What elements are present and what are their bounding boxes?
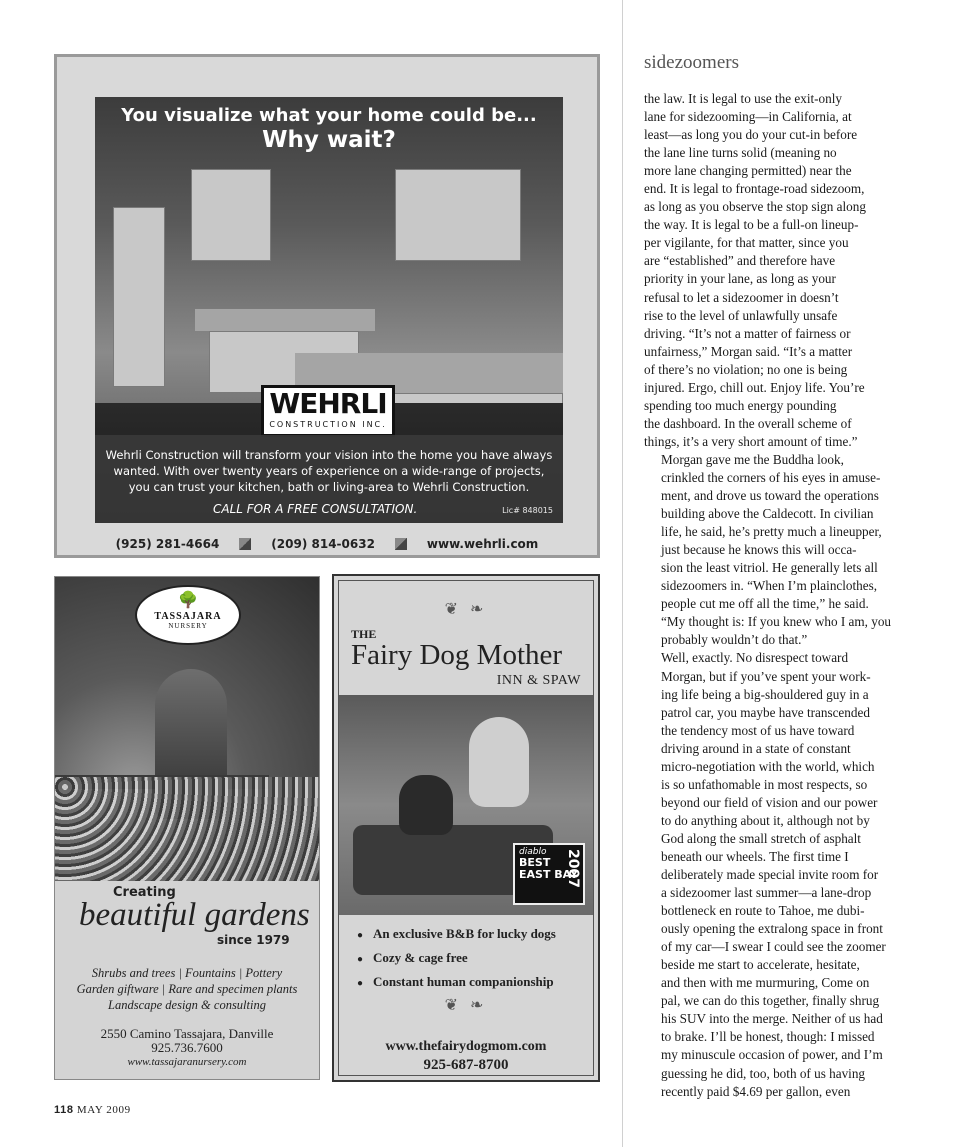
article-line: the dashboard. In the overall scheme of	[644, 415, 852, 431]
article-line: deliberately made special invite room for	[661, 867, 879, 883]
article-line: end. It is legal to frontage-road sidezoom,	[644, 181, 865, 197]
yellow-lab	[469, 717, 529, 807]
article-line: and then with me murmuring, Come on	[661, 975, 870, 991]
wehrli-description: Wehrli Construction will transform your vision into the home you have always wanted. With over twenty years of experience on a wide-range of projects, you can trust your kitchen, bath or living-area to Wehrli Construction.	[105, 448, 553, 494]
fairy-dog-mother-ad	[332, 574, 600, 1082]
tassajara-logo-sub: NURSERY	[168, 622, 208, 630]
island-counter	[195, 309, 375, 331]
article-line: least—as long you do your cut-in before	[644, 127, 858, 143]
badge-brand: diablo	[519, 847, 547, 857]
separator-icon	[239, 538, 251, 550]
wehrli-headline: You visualize what your home could be...	[121, 105, 537, 126]
article-line: beneath our wheels. The first time I	[661, 848, 849, 864]
ornament-icon: ❦ ❧	[444, 997, 488, 1014]
service-line: Shrubs and trees | Fountains | Pottery	[91, 966, 283, 980]
wehrli-logo-name: WEHRLI	[269, 387, 387, 420]
article-line: God along the small stretch of asphalt	[661, 830, 861, 846]
article-line: sidezoomers in. “When I’m plainclothes,	[661, 578, 878, 594]
tassajara-logo-name: TASSAJARA	[154, 611, 222, 622]
tassajara-phone: 925.736.7600	[151, 1040, 223, 1055]
paw-icon: ●	[357, 978, 364, 989]
article-line: sion the least vitriol. He generally lets all	[661, 560, 878, 576]
article-line: driving around in a state of constant	[661, 740, 851, 756]
paw-icon: ●	[357, 930, 364, 941]
dogs-photo	[339, 695, 594, 915]
badge-words: BEST EAST BAY	[519, 856, 579, 881]
article-line: beside me start to accelerate, hesitate,	[661, 957, 860, 973]
article-line: building above the Caldecott. In civilian	[661, 506, 874, 522]
best-east-bay-badge	[513, 843, 585, 905]
wehrli-cta: CALL FOR A FREE CONSULTATION.	[213, 502, 418, 516]
wehrli-contacts	[57, 533, 597, 555]
tassajara-logo	[135, 585, 241, 645]
wehrli-phone-2: (209) 814-0632	[271, 537, 375, 551]
tassajara-headline: beautiful gardens	[79, 897, 310, 933]
article-line: a sidezoomer last summer—a lane-drop	[661, 885, 872, 901]
article-line: the way. It is legal to be a full-on lineup-	[644, 217, 859, 233]
black-puppy	[399, 775, 453, 835]
article-line: spending too much energy pounding	[644, 397, 837, 413]
article-line: my minuscule occasion of power, and I’m	[661, 1047, 883, 1063]
fairy-inner-frame	[338, 580, 594, 1076]
upper-cabinet	[191, 169, 271, 261]
article-line: pal, we can do this together, finally shrug	[661, 993, 880, 1009]
article-line: “My thought is: If you knew who I am, you	[661, 614, 892, 630]
article-line: the law. It is legal to use the exit-only	[644, 91, 843, 106]
tassajara-website: www.tassajaranursery.com	[127, 1056, 247, 1068]
fairy-title: Fairy Dog Mother	[351, 639, 563, 671]
article-body	[644, 90, 900, 1101]
article-line: recently paid $4.69 per gallon, even	[661, 1083, 851, 1099]
service-line: Garden giftware | Rare and specimen plants	[76, 982, 298, 996]
article-paragraph	[644, 90, 900, 451]
article-line: more lane changing permitted) near the	[644, 163, 852, 179]
fairy-phone: 925-687-8700	[423, 1057, 509, 1073]
article-line: ment, and drove us toward the operations	[661, 488, 879, 504]
article-line: is so unfathomable in most respects, so	[661, 776, 868, 792]
tassajara-services	[55, 965, 319, 1013]
article-line: to brake. I’ll be honest, though: I missed	[661, 1029, 875, 1045]
tassajara-address: 2550 Camino Tassajara, Danville	[100, 1026, 274, 1041]
page-number: 118	[54, 1104, 74, 1116]
article-line: Morgan, but if you’ve spent your work-	[661, 668, 871, 684]
flower-bed	[55, 777, 320, 881]
feature-item	[357, 971, 556, 995]
folio	[54, 1104, 131, 1116]
fairy-features	[357, 923, 556, 995]
paw-icon: ●	[357, 954, 364, 965]
article-paragraph	[644, 451, 900, 650]
article-line: injured. Ergo, chill out. Enjoy life. You’re	[644, 379, 865, 395]
article-line: of my car—I swear I could see the zoomer	[661, 939, 886, 955]
article-line: patrol car, you maybe have transcended	[661, 704, 870, 720]
wehrli-logo-sub: CONSTRUCTION INC.	[269, 420, 387, 429]
feature-item	[357, 923, 556, 947]
wehrli-tagline: Why wait?	[262, 127, 396, 153]
article-line: driving. “It’s not a matter of fairness or	[644, 325, 851, 341]
article-line: the tendency most of us have toward	[661, 722, 855, 738]
ornament-icon: ❦ ❧	[444, 601, 488, 618]
tassajara-ad	[54, 576, 320, 1080]
article-line: to do anything about it, although not by	[661, 812, 870, 828]
feature-text: Cozy & cage free	[373, 950, 468, 965]
wehrli-ad	[54, 54, 600, 558]
article-line: probably wouldn’t do that.”	[661, 632, 808, 648]
fairy-subtitle: INN & SPAW	[496, 673, 581, 688]
feature-text: Constant human companionship	[373, 974, 554, 989]
article-line: life, he said, he’s pretty much a lineupper,	[661, 524, 882, 540]
article-line: unfairness,” Morgan said. “It’s a matter	[644, 343, 853, 359]
garden-photo	[55, 577, 320, 881]
tassajara-since: since 1979	[217, 933, 290, 947]
upper-cabinet	[395, 169, 521, 261]
article-line: the lane line turns solid (meaning no	[644, 145, 837, 161]
article-line: ing life being a big-shouldered guy in a	[661, 686, 869, 702]
bonsai-icon: 🌳	[178, 592, 198, 609]
article-line: Well, exactly. No disrespect toward	[661, 650, 849, 666]
service-line: Landscape design & consulting	[108, 998, 266, 1012]
fairy-website: www.thefairydogmom.com	[385, 1039, 547, 1054]
article-line: crinkled the corners of his eyes in amuse-	[661, 469, 881, 485]
article-line: beyond our field of vision and our power	[661, 794, 878, 810]
wehrli-phone-1: (925) 281-4664	[115, 537, 220, 551]
section-title: sidezoomers	[644, 52, 739, 73]
article-line: priority in your lane, as long as your	[644, 271, 836, 287]
article-line: just because he knows this will occa-	[661, 542, 857, 558]
article-line: people cut me off all the time,” he said.	[661, 596, 869, 612]
column-divider	[622, 0, 623, 1147]
wehrli-text-band	[95, 435, 563, 523]
feature-item	[357, 947, 556, 971]
article-line: refusal to let a sidezoomer in doesn’t	[644, 289, 839, 305]
fairy-the: THE	[351, 627, 377, 641]
badge-year: 2007	[565, 849, 581, 888]
issue-date: MAY 2009	[76, 1104, 131, 1116]
article-line: bottleneck en route to Tahoe, me dubi-	[661, 903, 865, 919]
wehrli-license: Lic# 848015	[502, 506, 553, 515]
tassajara-creating: Creating	[113, 885, 176, 900]
article-paragraph	[644, 649, 900, 1100]
article-line: as long as you observe the stop sign along	[644, 199, 866, 215]
kitchen-photo	[95, 97, 563, 523]
article-line: of there’s no violation; no one is being	[644, 361, 848, 377]
article-line: ously opening the extralong space in front	[661, 921, 883, 937]
article-line: Morgan gave me the Buddha look,	[661, 451, 844, 467]
wehrli-logo	[261, 385, 395, 437]
article-line: his SUV into the merge. Neither of us had	[661, 1011, 883, 1027]
article-line: micro-negotiation with the world, which	[661, 758, 875, 774]
article-line: rise to the level of unlawfully unsafe	[644, 307, 838, 323]
article-line: lane for sidezooming—in California, at	[644, 109, 852, 125]
wehrli-website: www.wehrli.com	[426, 537, 539, 551]
article-line: are “established” and therefore have	[644, 253, 836, 269]
separator-icon	[395, 538, 407, 550]
article-line: guessing he did, too, both of us having	[661, 1065, 866, 1081]
article-line: per vigilante, for that matter, since you	[644, 235, 849, 251]
pantry-cabinet	[113, 207, 165, 387]
article-line: things, it’s a very short amount of time.”	[644, 433, 858, 449]
tassajara-contact	[55, 1027, 319, 1069]
feature-text: An exclusive B&B for lucky dogs	[373, 926, 556, 941]
